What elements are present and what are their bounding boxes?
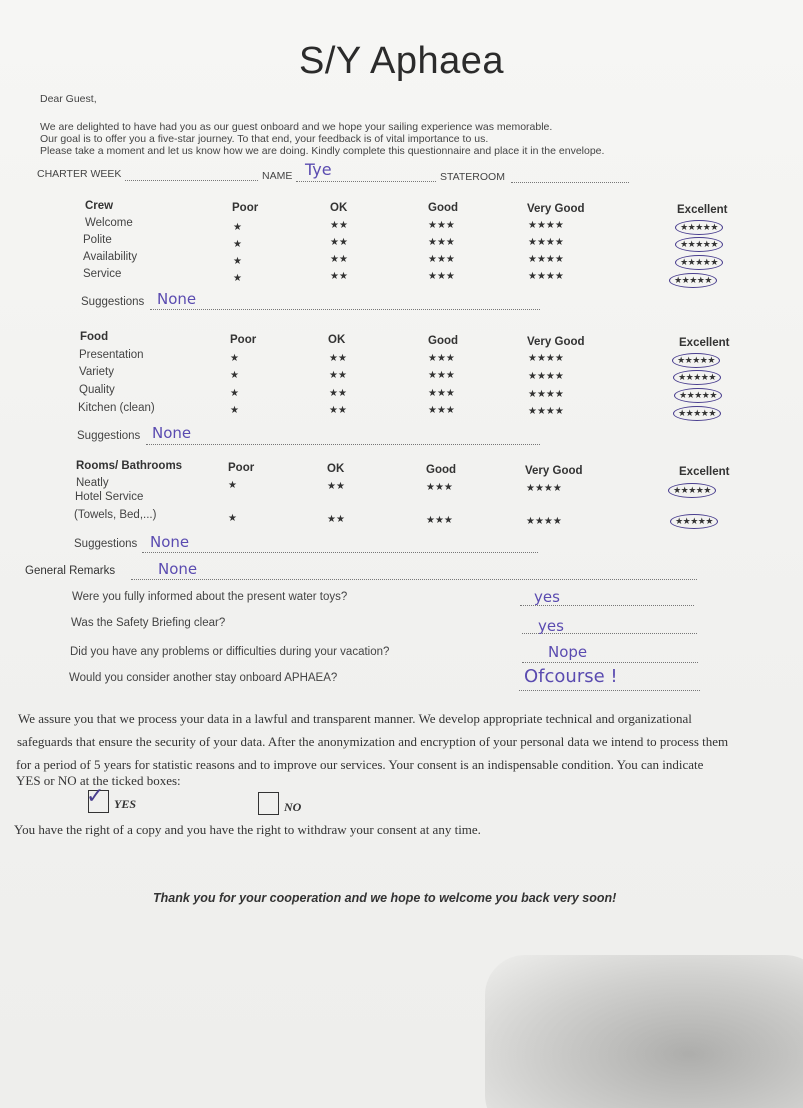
food-presentation-very-good[interactable]: ★★★★ <box>528 353 564 364</box>
crew-welcome-ok[interactable]: ★★ <box>330 220 348 231</box>
page-title: S/Y Aphaea <box>298 40 505 82</box>
crew-service-excellent-circled[interactable]: ★★★★★ <box>669 273 717 288</box>
yes-check-mark: ✓ <box>86 784 105 809</box>
answer-problems: Nope <box>548 643 588 661</box>
food-variety-very-good[interactable]: ★★★★ <box>528 371 564 382</box>
name-field[interactable] <box>296 181 436 182</box>
food-presentation-poor[interactable]: ★ <box>230 353 239 364</box>
stateroom-field[interactable] <box>511 182 629 183</box>
rooms-neatly-good[interactable]: ★★★ <box>426 482 453 493</box>
food-quality-good[interactable]: ★★★ <box>428 388 455 399</box>
crew-suggestions-value: None <box>157 290 197 308</box>
food-variety-ok[interactable]: ★★ <box>329 370 347 381</box>
food-title: Food <box>80 331 109 343</box>
rooms-suggestions-label: Suggestions <box>74 538 138 550</box>
food-quality-excellent-circled[interactable]: ★★★★★ <box>674 388 722 403</box>
food-suggestions-value: None <box>152 424 192 442</box>
rooms-excellent-header: Excellent <box>679 466 730 478</box>
crew-poor-header: Poor <box>232 202 259 214</box>
food-variety-excellent-circled[interactable]: ★★★★★ <box>673 370 721 385</box>
crew-polite-excellent-circled[interactable]: ★★★★★ <box>675 237 723 252</box>
food-item-kitchen: Kitchen (clean) <box>78 402 155 414</box>
name-label: NAME <box>262 170 293 182</box>
question-problems: Did you have any problems or difficulties during your vacation? <box>70 646 390 658</box>
answer-problems-field[interactable] <box>522 662 698 663</box>
crew-service-good[interactable]: ★★★ <box>428 271 455 282</box>
food-presentation-good[interactable]: ★★★ <box>428 353 455 364</box>
crew-item-polite: Polite <box>83 234 112 246</box>
greeting: Dear Guest, <box>40 93 97 105</box>
crew-welcome-very-good[interactable]: ★★★★ <box>528 220 564 231</box>
rooms-item-towels-bed: (Towels, Bed,...) <box>74 509 157 521</box>
rooms-neatly-excellent-circled[interactable]: ★★★★★ <box>668 483 716 498</box>
crew-polite-poor[interactable]: ★ <box>233 239 242 250</box>
answer-another-stay: Ofcourse ! <box>524 666 618 687</box>
crew-welcome-poor[interactable]: ★ <box>233 222 242 233</box>
rooms-item-hotel-service: Hotel Service <box>75 491 144 503</box>
intro-line-3: Please take a moment and let us know how we are doing. Kindly complete this questionnaire and place it in the envelope. <box>40 145 605 157</box>
food-variety-good[interactable]: ★★★ <box>428 370 455 381</box>
question-water-toys: Were you fully informed about the present water toys? <box>72 591 348 603</box>
consent-yes-label: YES <box>114 797 137 811</box>
footer-thanks: Thank you for your cooperation and we hope to welcome you back very soon! <box>153 891 617 905</box>
consent-rights: You have the right of a copy and you have the right to withdraw your consent at any time. <box>14 822 481 837</box>
crew-very-good-header: Very Good <box>527 203 585 215</box>
consent-line-4: YES or NO at the ticked boxes: <box>16 773 181 788</box>
crew-service-very-good[interactable]: ★★★★ <box>528 271 564 282</box>
food-poor-header: Poor <box>230 334 257 346</box>
food-item-presentation: Presentation <box>79 349 144 361</box>
consent-line-3: for a period of 5 years for statistic reasons and to improve our services. Your consent is an indispensable condition. You can indicate <box>16 757 704 772</box>
rooms-neatly-poor[interactable]: ★ <box>228 480 237 491</box>
rooms-suggestions-field[interactable] <box>142 552 538 553</box>
food-kitchen-ok[interactable]: ★★ <box>329 405 347 416</box>
crew-excellent-header: Excellent <box>677 204 728 216</box>
answer-water-toys: yes <box>534 588 560 606</box>
food-kitchen-very-good[interactable]: ★★★★ <box>528 406 564 417</box>
crew-welcome-good[interactable]: ★★★ <box>428 220 455 231</box>
consent-no-label: NO <box>284 800 302 814</box>
name-value: Tye <box>305 160 332 179</box>
food-variety-poor[interactable]: ★ <box>230 370 239 381</box>
food-kitchen-poor[interactable]: ★ <box>230 405 239 416</box>
crew-service-ok[interactable]: ★★ <box>330 271 348 282</box>
general-remarks-label: General Remarks <box>25 565 116 577</box>
food-ok-header: OK <box>328 334 346 346</box>
crew-availability-poor[interactable]: ★ <box>233 256 242 267</box>
rooms-good-header: Good <box>426 464 457 476</box>
charter-week-label: CHARTER WEEK <box>37 168 122 180</box>
food-kitchen-good[interactable]: ★★★ <box>428 405 455 416</box>
food-very-good-header: Very Good <box>527 336 585 348</box>
food-presentation-ok[interactable]: ★★ <box>329 353 347 364</box>
food-kitchen-excellent-circled[interactable]: ★★★★★ <box>673 406 721 421</box>
crew-availability-excellent-circled[interactable]: ★★★★★ <box>675 255 723 270</box>
rooms-neatly-very-good[interactable]: ★★★★ <box>526 483 562 494</box>
rooms-title: Rooms/ Bathrooms <box>76 460 183 472</box>
food-excellent-header: Excellent <box>679 337 730 349</box>
food-quality-ok[interactable]: ★★ <box>329 388 347 399</box>
food-item-quality: Quality <box>79 384 115 396</box>
question-another-stay: Would you consider another stay onboard APHAEA? <box>69 672 338 684</box>
shadow-overlay <box>485 955 803 1108</box>
crew-availability-ok[interactable]: ★★ <box>330 254 348 265</box>
intro-line-1: We are delighted to have had you as our guest onboard and we hope your sailing experience was memorable. <box>40 121 553 133</box>
crew-item-availability: Availability <box>83 251 138 263</box>
question-safety-briefing: Was the Safety Briefing clear? <box>71 617 226 629</box>
rooms-hotel-service-good[interactable]: ★★★ <box>426 515 453 526</box>
crew-item-welcome: Welcome <box>85 217 133 229</box>
crew-suggestions-label: Suggestions <box>81 296 145 308</box>
general-remarks-field[interactable] <box>131 579 697 580</box>
rooms-poor-header: Poor <box>228 462 255 474</box>
rooms-item-neatly: Neatly <box>76 477 109 489</box>
answer-another-stay-field[interactable] <box>519 690 700 691</box>
consent-no-checkbox[interactable] <box>258 792 279 815</box>
rooms-hotel-service-ok[interactable]: ★★ <box>327 514 345 525</box>
crew-good-header: Good <box>428 202 459 214</box>
stateroom-label: STATEROOM <box>440 171 505 183</box>
food-presentation-excellent-circled[interactable]: ★★★★★ <box>672 353 720 368</box>
food-quality-poor[interactable]: ★ <box>230 388 239 399</box>
crew-ok-header: OK <box>330 202 348 214</box>
crew-suggestions-field[interactable] <box>150 309 540 310</box>
crew-polite-very-good[interactable]: ★★★★ <box>528 237 564 248</box>
crew-polite-good[interactable]: ★★★ <box>428 237 455 248</box>
rooms-hotel-service-excellent-circled[interactable]: ★★★★★ <box>670 514 718 529</box>
food-item-variety: Variety <box>79 366 114 378</box>
rooms-ok-header: OK <box>327 463 345 475</box>
rooms-hotel-service-poor[interactable]: ★ <box>228 513 237 524</box>
rooms-hotel-service-very-good[interactable]: ★★★★ <box>526 516 562 527</box>
crew-service-poor[interactable]: ★ <box>233 273 242 284</box>
intro-line-2: Our goal is to offer you a five-star journey. To that end, your feedback is of vital importance to us. <box>40 133 489 145</box>
crew-welcome-excellent-circled[interactable]: ★★★★★ <box>675 220 723 235</box>
rooms-suggestions-value: None <box>150 533 190 551</box>
charter-week-field[interactable] <box>125 180 258 181</box>
food-quality-very-good[interactable]: ★★★★ <box>528 389 564 400</box>
crew-availability-very-good[interactable]: ★★★★ <box>528 254 564 265</box>
general-remarks-value: None <box>158 560 198 578</box>
answer-safety-briefing: yes <box>538 617 564 635</box>
crew-item-service: Service <box>83 268 122 280</box>
food-good-header: Good <box>428 335 459 347</box>
crew-title: Crew <box>85 200 114 212</box>
crew-availability-good[interactable]: ★★★ <box>428 254 455 265</box>
consent-line-2: safeguards that ensure the security of your data. After the anonymization and encryption of your personal data we intend to process them <box>17 734 729 749</box>
food-suggestions-field[interactable] <box>146 444 540 445</box>
crew-polite-ok[interactable]: ★★ <box>330 237 348 248</box>
consent-line-1: We assure you that we process your data in a lawful and transparent manner. We develop appropriate technical and organizational <box>18 711 692 726</box>
food-suggestions-label: Suggestions <box>77 430 141 442</box>
rooms-neatly-ok[interactable]: ★★ <box>327 481 345 492</box>
rooms-very-good-header: Very Good <box>525 465 583 477</box>
